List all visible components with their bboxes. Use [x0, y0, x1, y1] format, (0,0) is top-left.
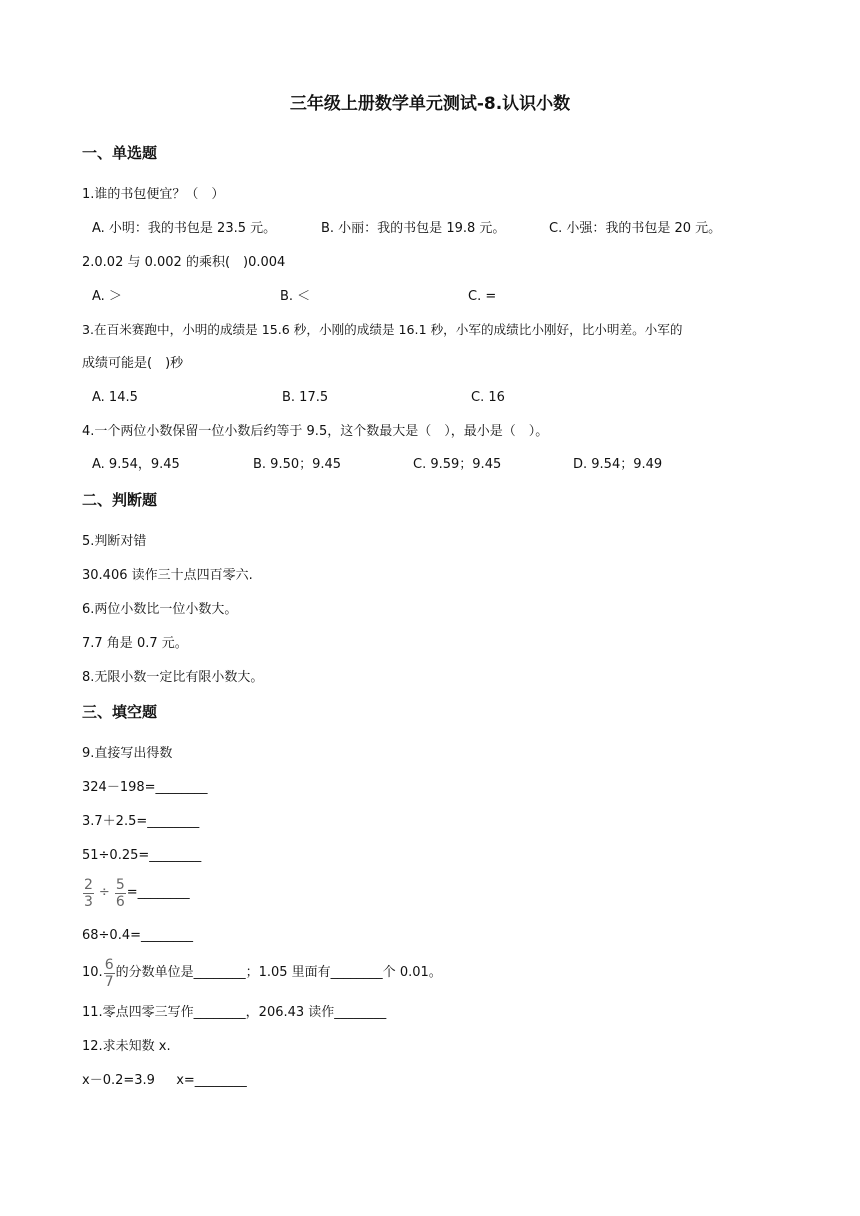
- question-2-option-b: B. ＜: [280, 289, 311, 304]
- section-heading-true-false: 二、判断题: [82, 491, 158, 509]
- question-9-expr-5: 68÷0.4=________: [82, 928, 194, 943]
- question-4-option-b: B. 9.50；9.45: [253, 457, 342, 472]
- expr-4-answer-blank: =________: [126, 885, 190, 900]
- question-9-expr-4: [82, 874, 190, 913]
- fraction-six-sevenths: [104, 958, 115, 989]
- fraction-numerator: 5: [115, 876, 125, 893]
- divide-sign: ÷: [98, 885, 110, 900]
- question-7: 7.7 角是 0.7 元。: [82, 636, 188, 651]
- question-3-option-a: A. 14.5: [92, 390, 138, 405]
- question-9-expr-1: 324－198=________: [82, 780, 208, 795]
- question-1-option-c: C. 小强：我的书包是 20 元。: [549, 221, 722, 236]
- question-3-option-c: C. 16: [471, 390, 505, 405]
- fraction-numerator: 6: [104, 956, 114, 973]
- page-title: 三年级上册数学单元测试-8.认识小数: [289, 94, 571, 114]
- question-12: 12.求未知数 x.: [82, 1039, 171, 1054]
- question-2-option-a: A. ＞: [92, 289, 122, 304]
- question-12-equation: x－0.2=3.9 x=________: [82, 1073, 247, 1088]
- question-8: 8.无限小数一定比有限小数大。: [82, 670, 264, 685]
- section-heading-fill-in: 三、填空题: [82, 703, 158, 721]
- question-4-option-c: C. 9.59；9.45: [413, 457, 502, 472]
- question-3-line-1: 3.在百米赛跑中，小明的成绩是 15.6 秒，小刚的成绩是 16.1 秒，小军的成绩比小刚好，比小明差。小军的: [82, 322, 683, 337]
- fraction-two-thirds: [83, 878, 94, 909]
- question-4: 4.一个两位小数保留一位小数后约等于 9.5，这个数最大是（ ），最小是（ ）。: [82, 424, 549, 439]
- fraction-numerator: 2: [84, 876, 93, 893]
- question-10: [82, 954, 442, 993]
- question-1-option-b: B. 小丽：我的书包是 19.8 元。: [321, 221, 506, 236]
- question-9: 9.直接写出得数: [82, 746, 173, 761]
- question-9-expr-2: 3.7＋2.5=________: [82, 814, 200, 829]
- question-2-option-c: C. =: [468, 289, 497, 304]
- question-3-option-b: B. 17.5: [282, 390, 329, 405]
- fraction-denominator: 3: [84, 893, 93, 910]
- question-1-option-a: A. 小明：我的书包是 23.5 元。: [92, 221, 277, 236]
- question-5-statement: 30.406 读作三十点四百零六.: [82, 568, 253, 583]
- fraction-denominator: 6: [115, 893, 125, 910]
- fraction-denominator: 7: [104, 973, 114, 990]
- fraction-five-sixths: [115, 878, 126, 909]
- question-2: 2.0.02 与 0.002 的乘积( )0.004: [82, 255, 286, 270]
- question-11: 11.零点四零三写作________，206.43 读作________: [82, 1005, 387, 1020]
- question-4-option-a: A. 9.54，9.45: [92, 457, 180, 472]
- question-10-number: 10.: [82, 965, 103, 980]
- question-1: 1.谁的书包便宜？（ ）: [82, 187, 225, 202]
- question-9-expr-3: 51÷0.25=________: [82, 848, 202, 863]
- section-heading-single-choice: 一、单选题: [82, 144, 158, 162]
- question-3-line-2: 成绩可能是( )秒: [82, 356, 184, 371]
- question-6: 6.两位小数比一位小数大。: [82, 602, 238, 617]
- question-5: 5.判断对错: [82, 534, 147, 549]
- question-10-text: 的分数单位是________；1.05 里面有________个 0.01。: [115, 965, 442, 980]
- question-4-option-d: D. 9.54；9.49: [573, 457, 663, 472]
